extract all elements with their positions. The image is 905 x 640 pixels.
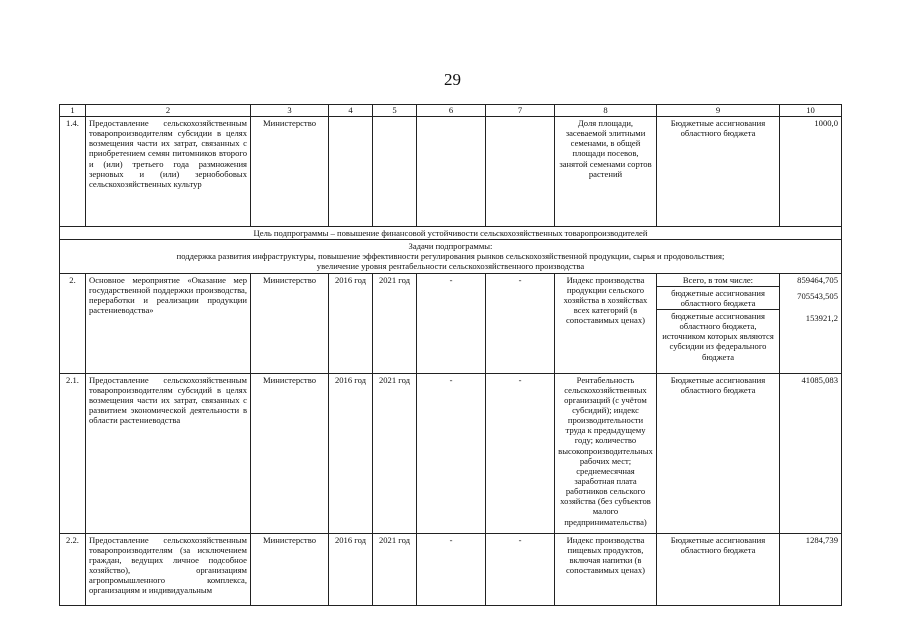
header-cell: 2 (86, 105, 251, 117)
tasks-line: увеличение уровня рентабельности сельскохозяйственного производства (316, 261, 585, 272)
amounts (780, 273, 842, 373)
goal-text: Цель подпрограммы – повышение финансовой устойчивости сельскохозяйственных товаропроизводителей (60, 227, 842, 240)
amount: 1000,0 (780, 117, 842, 227)
indicator: Рентабельность сельскохозяйственных организаций (с учётом субсидий); индекс производительности труда к предыдущему году; количество высокопроизводительных рабочих мест; среднемесячная заработная плата работников сельского хозяйства (без субъектов малого предпринимательства) (555, 373, 657, 533)
indicator: Доля площади, засеваемой элитными семенами, в общей площади посевов, занятой семенами сортов растений (555, 117, 657, 227)
row-number: 1.4. (60, 117, 86, 227)
row-number: 2.2. (60, 533, 86, 605)
measure-name: Предоставление сельскохозяйственным товаропроизводителям субсидий в целях возмещения части их затрат, связанных с развитием экономической деятельности в области растениеводства (86, 373, 251, 533)
amount: 705543,505 (797, 290, 838, 301)
goal-row (60, 227, 842, 240)
header-cell: 4 (329, 105, 373, 117)
measure-name: Основное мероприятие «Оказание мер государственной поддержки производства, переработки и реализации продукции растениеводства» (86, 273, 251, 373)
program-table (59, 104, 842, 606)
table-row (60, 373, 842, 533)
amount: 41085,083 (780, 373, 842, 533)
funding-sources (657, 273, 780, 373)
indicator: Индекс производства продукции сельского хозяйства в хозяйствах всех категорий (в сопоставимых ценах) (555, 273, 657, 373)
column-7 (486, 117, 555, 227)
column-6: - (417, 533, 486, 605)
page-number: 29 (444, 70, 461, 89)
table-row (60, 533, 842, 605)
row-number: 2.1. (60, 373, 86, 533)
funding-source: бюджетные ассигнования областного бюджета (657, 287, 779, 310)
measure-name: Предоставление сельскохозяйственным товаропроизводителям (за исключением граждан, ведущих личное подсобное хозяйство), организациям агропромышленного комплекса, организациям и индивидуальным (86, 533, 251, 605)
column-6 (417, 117, 486, 227)
end-year: 2021 год (373, 273, 417, 373)
tasks-cell (60, 240, 842, 273)
executor: Министерство (251, 117, 329, 227)
funding-source: Бюджетные ассигнования областного бюджета (657, 373, 780, 533)
funding-source: Бюджетные ассигнования областного бюджета (657, 533, 780, 605)
tasks-title: Задачи подпрограммы: (408, 241, 493, 252)
header-cell: 3 (251, 105, 329, 117)
column-7: - (486, 273, 555, 373)
column-6: - (417, 373, 486, 533)
start-year (329, 117, 373, 227)
header-cell: 6 (417, 105, 486, 117)
executor: Министерство (251, 533, 329, 605)
funding-source: Бюджетные ассигнования областного бюджета (657, 117, 780, 227)
header-cell: 7 (486, 105, 555, 117)
tasks-row (60, 240, 842, 273)
amount: 1284,739 (780, 533, 842, 605)
end-year: 2021 год (373, 533, 417, 605)
column-6: - (417, 273, 486, 373)
header-cell: 8 (555, 105, 657, 117)
tasks-line: поддержка развития инфраструктуры, повышение эффективности регулирования рынков сельскохозяйственной продукции, сырья и продовольствия; (176, 251, 725, 262)
start-year: 2016 год (329, 273, 373, 373)
header-cell: 10 (780, 105, 842, 117)
table-row (60, 273, 842, 373)
header-row (60, 105, 842, 117)
amount: 153921,2 (805, 312, 838, 323)
header-cell: 9 (657, 105, 780, 117)
start-year: 2016 год (329, 373, 373, 533)
column-7: - (486, 533, 555, 605)
header-cell: 5 (373, 105, 417, 117)
end-year (373, 117, 417, 227)
row-number: 2. (60, 273, 86, 373)
table-row (60, 117, 842, 227)
column-7: - (486, 373, 555, 533)
executor: Министерство (251, 373, 329, 533)
indicator: Индекс производства пищевых продуктов, включая напитки (в сопоставимых ценах) (555, 533, 657, 605)
start-year: 2016 год (329, 533, 373, 605)
measure-name: Предоставление сельскохозяйственным товаропроизводителям субсидии в целях возмещения части их затрат, связанных с приобретением семян питомников второго и (или) третьего года размножения зерновых и (или) зернобобовых сельскохозяйственных культур (86, 117, 251, 227)
amount: 859464,705 (797, 274, 838, 285)
executor: Министерство (251, 273, 329, 373)
header-cell: 1 (60, 105, 86, 117)
end-year: 2021 год (373, 373, 417, 533)
funding-source: Всего, в том числе: (657, 274, 779, 287)
funding-source: бюджетные ассигнования областного бюджета, источником которых являются субсидии из федерального бюджета (662, 310, 774, 362)
